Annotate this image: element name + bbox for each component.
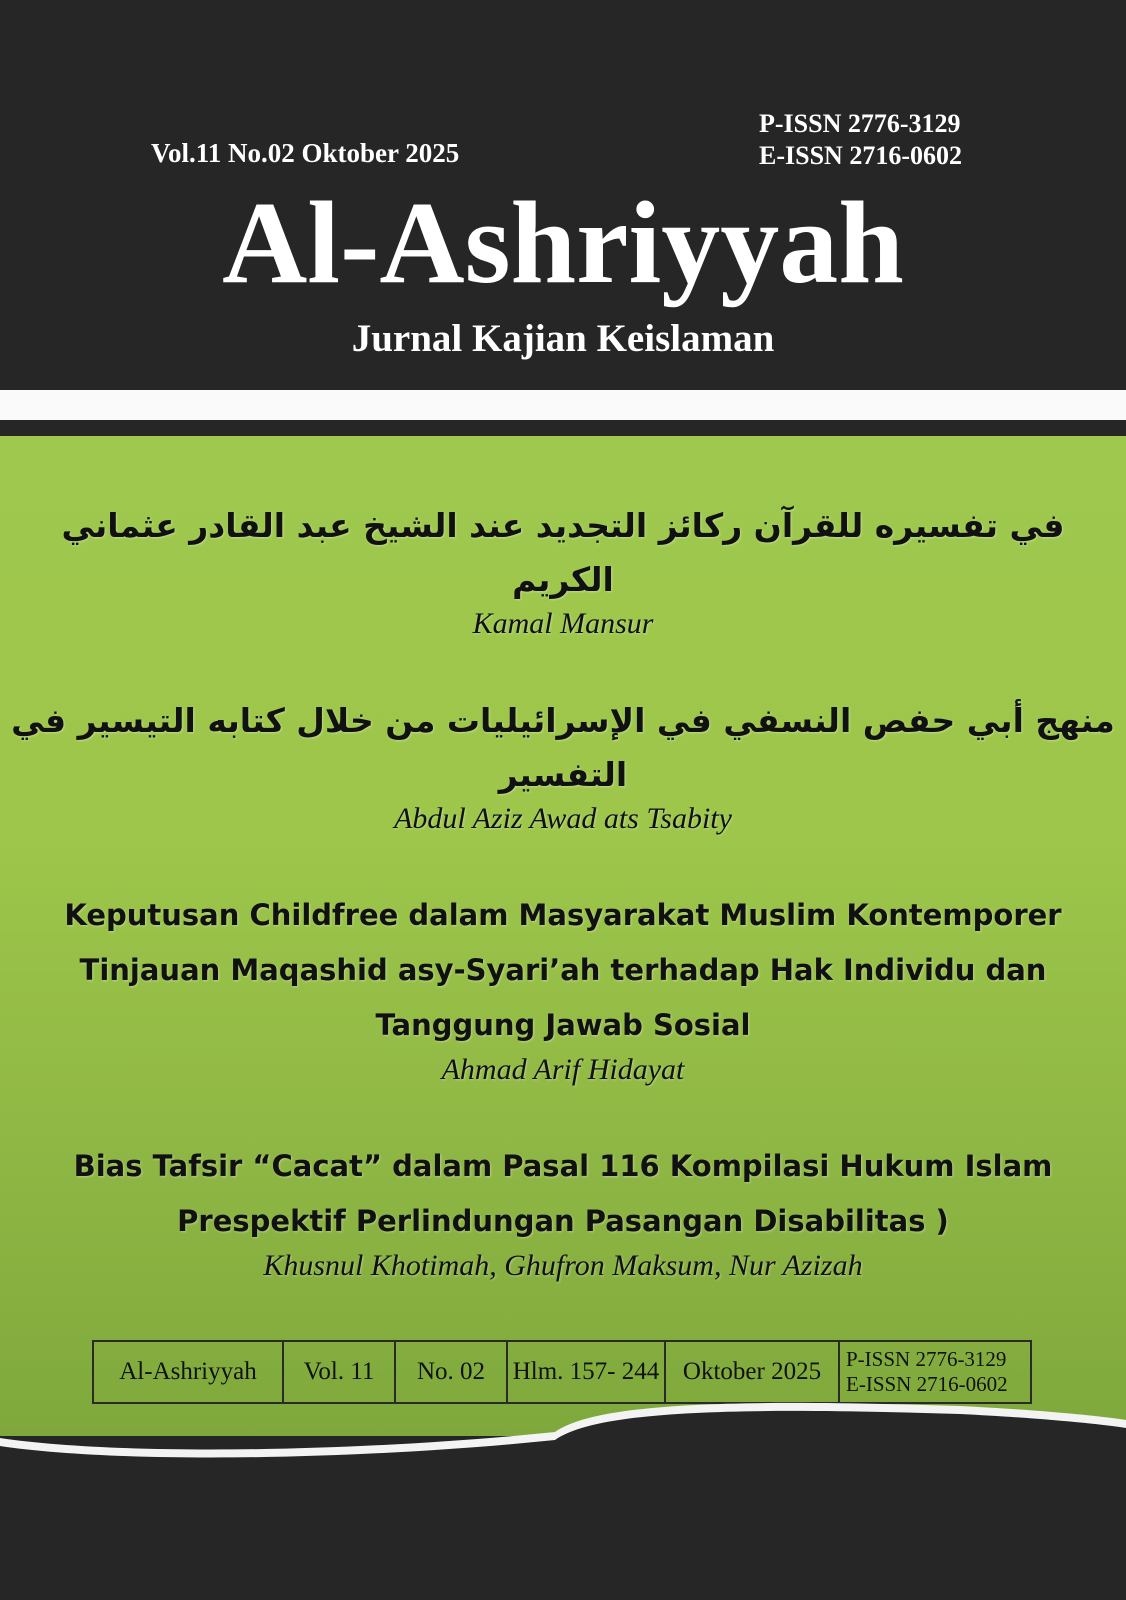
wave-dark-fill bbox=[0, 1411, 1126, 1600]
date-cell: Oktober 2025 bbox=[665, 1341, 839, 1403]
article-title-line: التفسير bbox=[498, 755, 628, 794]
article-title-line: الكريم bbox=[512, 560, 614, 599]
article-title-line: Tanggung Jawab Sosial bbox=[375, 1008, 751, 1042]
issn-block bbox=[759, 108, 962, 172]
bottom-wave bbox=[0, 1370, 1126, 1600]
article-title-line: منهج أبي حفص النسفي في الإسرائيليات من خلال كتابه التيسير في bbox=[11, 701, 1115, 740]
article-title-line: Keputusan Childfree dalam Masyarakat Muslim Kontemporer bbox=[64, 898, 1062, 932]
journal-subtitle: Jurnal Kajian Keislaman bbox=[351, 317, 775, 360]
number-cell: No. 02 bbox=[395, 1341, 507, 1403]
article-3 bbox=[0, 888, 1126, 1087]
p-issn: P-ISSN 2776-3129 bbox=[759, 109, 961, 138]
article-title-line: Bias Tafsir “Cacat” dalam Pasal 116 Kompilasi Hukum Islam bbox=[73, 1149, 1053, 1183]
article-4 bbox=[0, 1139, 1126, 1283]
article-title-line: في تفسيره للقرآن ركائز التجديد عند الشيخ عبد القادر عثماني bbox=[61, 506, 1065, 545]
cover-header bbox=[0, 0, 1126, 390]
article-author: Ahmad Arif Hidayat bbox=[441, 1053, 685, 1086]
journal-name-cell: Al-Ashriyyah bbox=[93, 1341, 283, 1403]
volume-issue: Vol.11 No.02 Oktober 2025 bbox=[151, 138, 460, 168]
p-issn: P-ISSN 2776-3129 bbox=[846, 1347, 1007, 1371]
volume-cell: Vol. 11 bbox=[283, 1341, 395, 1403]
article-author: Kamal Mansur bbox=[472, 607, 654, 640]
article-2 bbox=[0, 694, 1126, 836]
article-author: Abdul Aziz Awad ats Tsabity bbox=[394, 802, 732, 835]
white-divider-band bbox=[0, 390, 1126, 420]
pages-cell: Hlm. 157- 244 bbox=[507, 1341, 665, 1403]
article-title-line: Tinjauan Maqashid asy-Syari’ah terhadap Hak Individu dan bbox=[79, 953, 1047, 987]
article-author: Khusnul Khotimah, Ghufron Maksum, Nur Azizah bbox=[263, 1249, 863, 1282]
e-issn: E-ISSN 2716-0602 bbox=[759, 141, 962, 170]
article-1 bbox=[0, 499, 1126, 641]
e-issn: E-ISSN 2716-0602 bbox=[846, 1372, 1008, 1396]
journal-title: Al-Ashriyyah bbox=[222, 177, 904, 308]
dark-divider-band bbox=[0, 420, 1126, 436]
article-title-line: Prespektif Perlindungan Pasangan Disabilitas ) bbox=[177, 1204, 949, 1238]
